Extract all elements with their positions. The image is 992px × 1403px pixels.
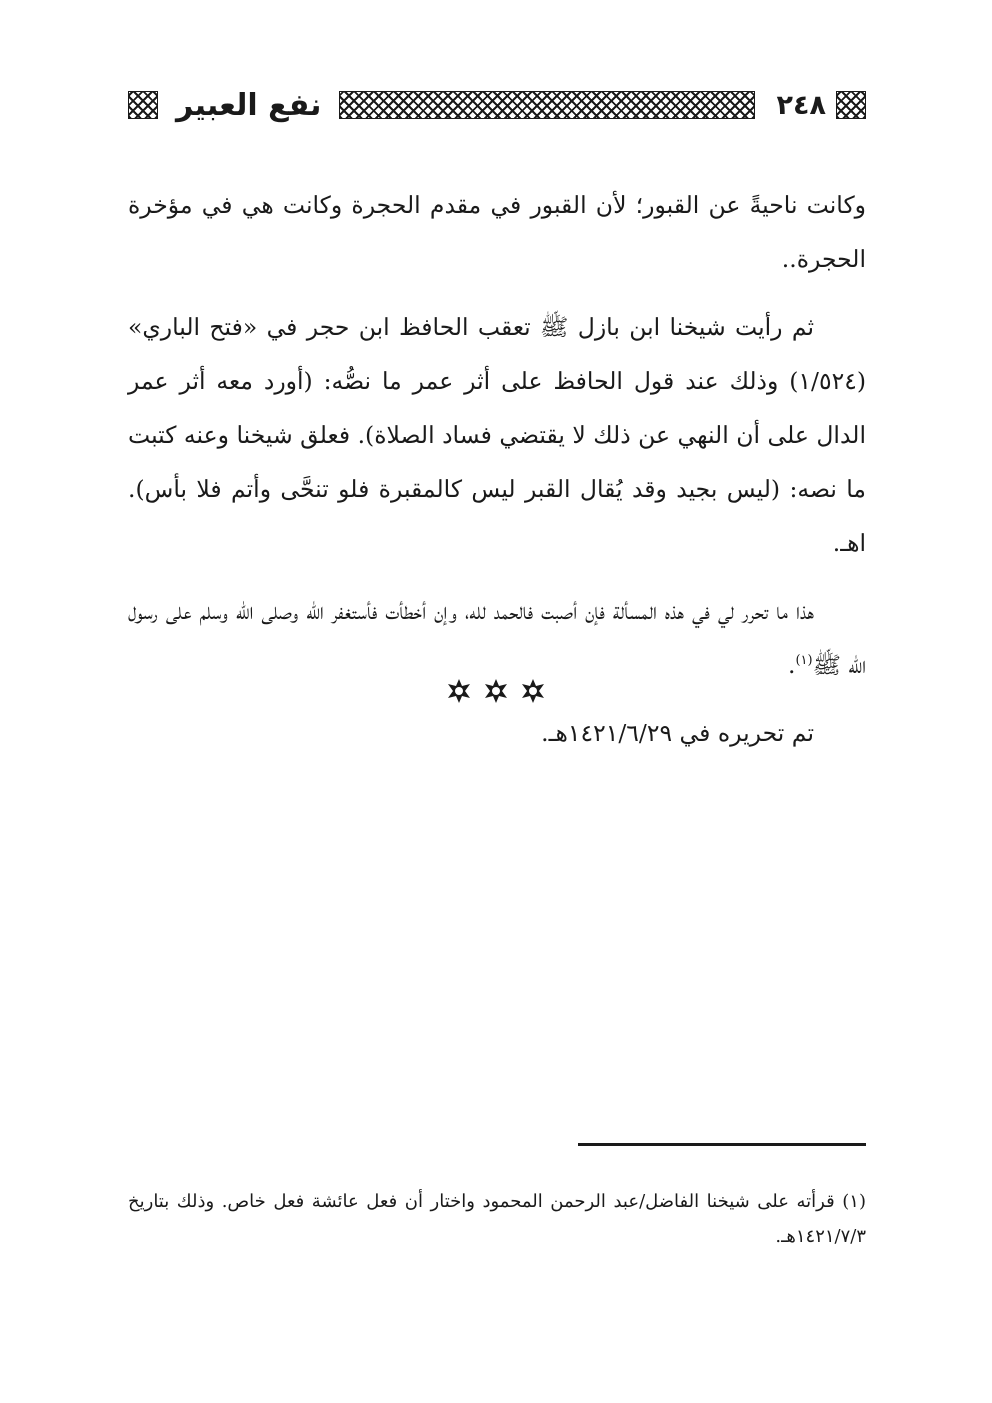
date-line: تم تحريره في ١٤٢١/٦/٢٩هـ. (541, 719, 814, 747)
closing-punctuation: . (787, 651, 796, 679)
book-title: نفع العبير (176, 87, 322, 123)
footnote-divider (578, 1143, 866, 1146)
star-ornament-icon (446, 678, 472, 704)
paragraph-1: وكانت ناحيةً عن القبور؛ لأن القبور في مقدم الحجرة وكانت هي في مؤخرة الحجرة.. (128, 191, 866, 273)
star-ornament-icon (520, 678, 546, 704)
footnote-reference[interactable]: (١) (795, 653, 813, 669)
footnote-1: (١) قرأته على شيخنا الفاضل/عبد الرحمن المحمود واختار أن فعل عائشة فعل خاص. وذلك بتاريخ ١٤٢١/٧/٣هـ. (128, 1191, 866, 1247)
header-ornament-right (836, 91, 866, 119)
header-ornament-left (128, 91, 158, 119)
paragraph-2: ثم رأيت شيخنا ابن بازل ﷺ تعقب الحافظ ابن حجر في «فتح الباري» (١/٥٢٤) وذلك عند قول الحافظ على أثر عمر ما نصُّه: (أورد معه أثر عمر الدال على أن النهي عن ذلك لا يقتضي فساد الصلاة). فعلق شيخنا وعنه كتبت ما نصه: (ليس بجيد وقد يُقال القبر ليس كالمقبرة فلو تنحَّى وأتم فلا بأس). اهـ. (128, 313, 866, 557)
closing-text: هذا ما تحرر لي في هذه المسألة فإن أصبت فالحمد لله، وإن أخطأت فأستغفر الله وصلى الله وسلم على رسول الله ﷺ (128, 597, 866, 679)
page-number: ٢٤٨ (776, 89, 826, 121)
star-ornament-icon (483, 678, 509, 704)
page-header (128, 84, 866, 126)
section-end-ornaments (446, 674, 546, 708)
header-ornament-band (339, 91, 754, 119)
